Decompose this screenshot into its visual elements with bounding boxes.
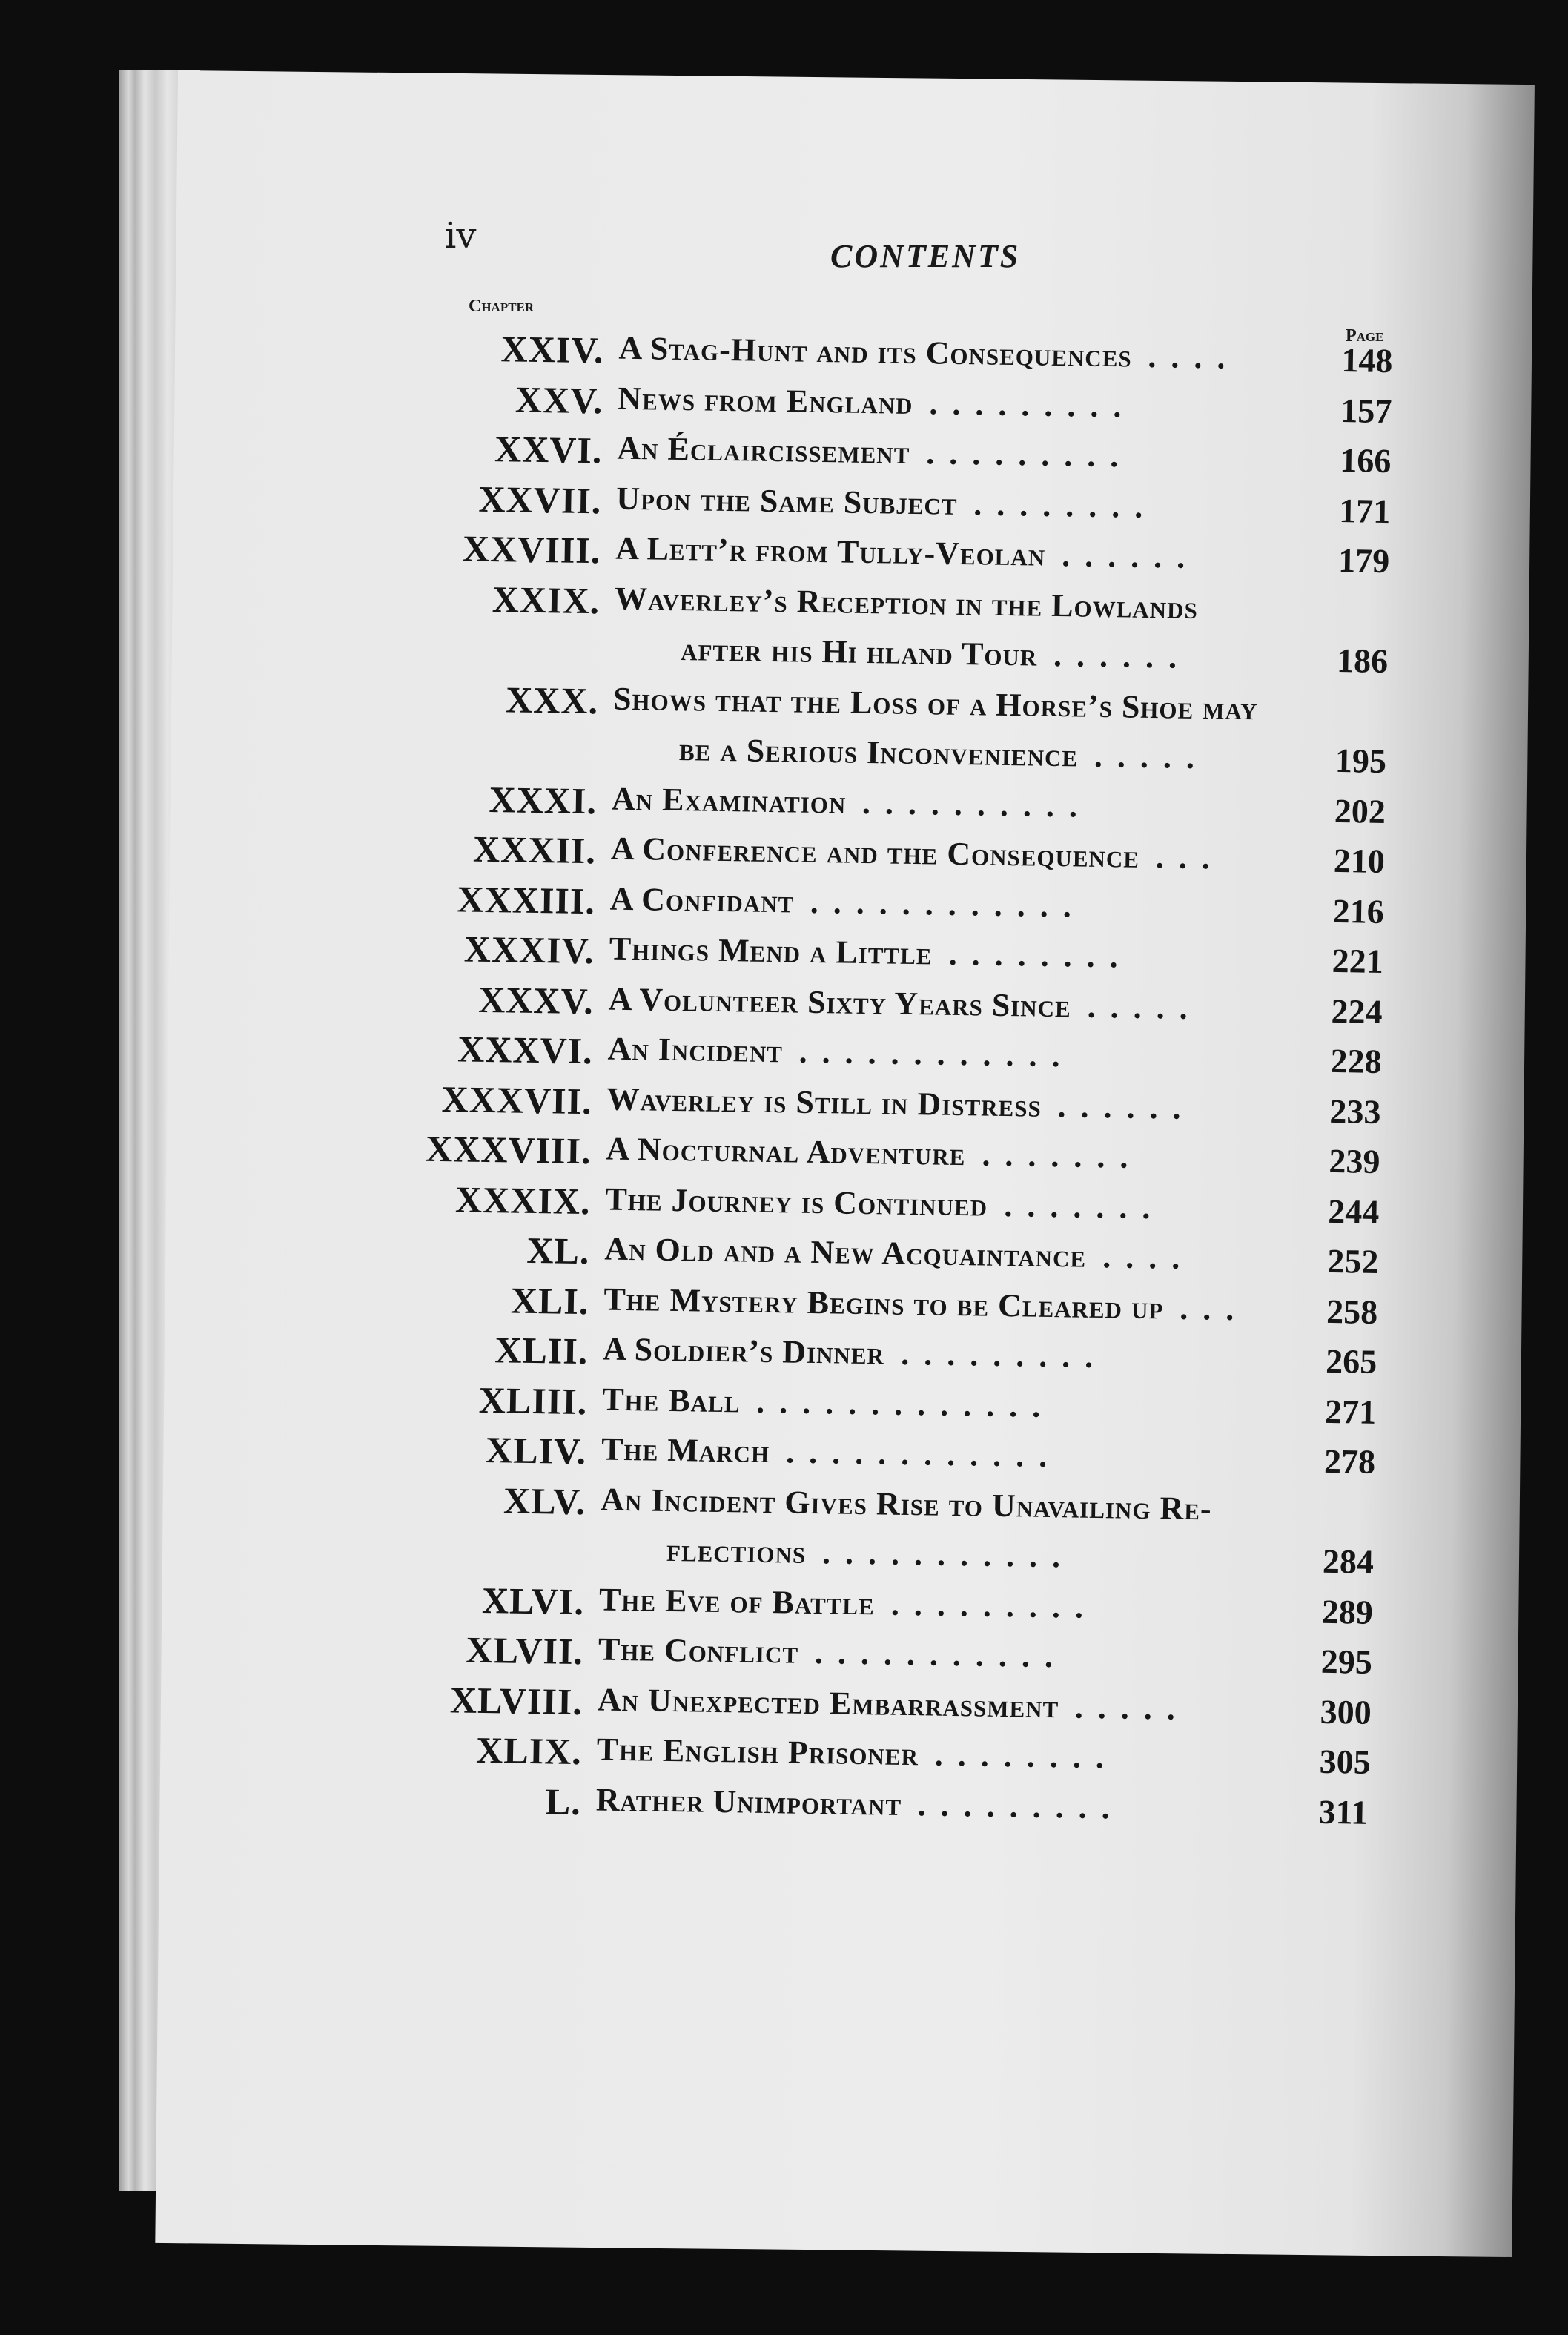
dot-leader: ........	[948, 935, 1134, 975]
dot-leader: ........	[973, 485, 1158, 525]
chapter-number: XLII.	[494, 1329, 589, 1373]
page-number-ref: 171	[1338, 491, 1391, 530]
page-number-ref: 278	[1323, 1441, 1376, 1481]
dot-leader: ...........	[821, 1534, 1076, 1575]
chapter-title: The Eve of Battle	[598, 1580, 876, 1622]
chapter-number: XXXIV.	[463, 928, 595, 972]
chapter-title: The Ball	[601, 1381, 741, 1419]
page-number-ref: 295	[1320, 1642, 1373, 1681]
dot-leader: ............	[785, 1433, 1062, 1475]
chapter-title: The Journey is Continued	[605, 1180, 988, 1223]
dot-leader: .......	[1004, 1186, 1165, 1226]
chapter-title: A Soldier’s Dinner	[602, 1330, 885, 1372]
page-number-ref: 265	[1325, 1341, 1377, 1381]
chapter-title: A Lett’r from Tully-Veolan	[615, 529, 1046, 573]
page-number-ref: 195	[1334, 741, 1387, 781]
dot-leader: ...	[1155, 839, 1225, 876]
chapter-number: XXVI.	[494, 428, 603, 472]
dot-leader: ....	[1148, 337, 1240, 376]
chapter-number: XXXII.	[472, 828, 597, 872]
page-number-ref: 166	[1339, 440, 1392, 480]
chapter-number: XXIV.	[500, 328, 604, 371]
dot-leader: ....	[1102, 1238, 1195, 1277]
chapter-number: XXXV.	[477, 978, 595, 1022]
dot-leader: ...........	[814, 1634, 1068, 1675]
page-number-ref: 179	[1337, 541, 1390, 581]
dot-leader: .....	[1074, 1688, 1191, 1727]
dot-leader: .........	[917, 1786, 1125, 1826]
dot-leader: ...	[1179, 1289, 1249, 1327]
page-number-ref: 148	[1341, 341, 1393, 380]
chapter-number: XXX.	[505, 678, 599, 721]
chapter-title: An Éclaircissement	[617, 429, 910, 471]
page-number-ref: 233	[1329, 1091, 1381, 1131]
dot-leader: .......	[982, 1136, 1143, 1175]
chapter-number: L.	[545, 1780, 582, 1823]
dot-leader: .....	[1087, 988, 1203, 1026]
dot-leader: ..........	[861, 784, 1093, 825]
dot-leader: .........	[890, 1585, 1099, 1625]
dot-leader: ........	[934, 1736, 1119, 1776]
chapter-title: The Conflict	[598, 1631, 799, 1671]
page-number-ref: 300	[1320, 1692, 1372, 1731]
dot-leader: .............	[755, 1383, 1056, 1424]
page-number-ref: 244	[1328, 1192, 1380, 1231]
page-number-ref: 305	[1319, 1742, 1372, 1781]
page-number-ref: 202	[1334, 791, 1386, 830]
chapter-number: XLIX.	[475, 1728, 583, 1773]
dot-leader: ......	[1057, 1087, 1196, 1126]
chapter-title: flections	[666, 1531, 807, 1571]
page-number-ref: 289	[1321, 1592, 1374, 1631]
chapter-number: XLVII.	[466, 1628, 584, 1673]
page-number: iv	[445, 215, 477, 257]
chapter-number: XXIX.	[492, 578, 601, 621]
page-number-ref: 284	[1322, 1542, 1375, 1581]
chapter-title: A Volunteer Sixty Years Since	[608, 980, 1072, 1024]
dot-leader: ............	[798, 1033, 1076, 1074]
chapter-title: A Stag-Hunt and its Consequences	[618, 329, 1133, 374]
dot-leader: .....	[1094, 737, 1210, 776]
chapter-number: XLI.	[510, 1279, 589, 1322]
dot-leader: ............	[810, 883, 1087, 925]
running-head: CONTENTS	[830, 238, 1021, 274]
chapter-title: A Conference and the Consequence	[610, 830, 1140, 875]
page-number-ref: 224	[1331, 991, 1383, 1031]
dot-leader: ......	[1053, 636, 1192, 676]
chapter-number: XXXIII.	[457, 877, 596, 922]
chapter-number: XXXIX.	[454, 1178, 591, 1222]
page-number-ref: 239	[1329, 1141, 1380, 1180]
chapter-column-heading: Chapter	[469, 297, 535, 316]
chapter-title: The Mystery Begins to be Cleared up	[603, 1281, 1164, 1326]
chapter-title: An Unexpected Embarrassment	[597, 1680, 1059, 1725]
chapter-number: XLIII.	[478, 1378, 588, 1422]
chapter-number: XXV.	[515, 378, 603, 421]
chapter-title: Waverley’s Reception in the Lowlands	[614, 580, 1199, 626]
chapter-title: be a Serious Inconvenience	[678, 731, 1079, 774]
chapter-title: An Incident Gives Rise to Unavailing Re-	[600, 1480, 1213, 1527]
chapter-number: XLVIII.	[449, 1678, 583, 1723]
page-number-ref: 252	[1326, 1241, 1379, 1281]
page-number-ref: 210	[1333, 841, 1386, 880]
chapter-title: The March	[601, 1430, 770, 1470]
chapter-number: XL.	[526, 1229, 590, 1272]
page-number-ref: 186	[1336, 641, 1389, 681]
chapter-number: XXXVII.	[441, 1077, 593, 1122]
chapter-title: Upon the Same Subject	[616, 480, 958, 522]
chapter-title: An Incident	[607, 1030, 784, 1070]
dot-leader: .........	[900, 1335, 1108, 1375]
chapter-number: XLV.	[503, 1479, 586, 1522]
page-number-ref: 271	[1324, 1392, 1377, 1431]
chapter-number: XXXI.	[489, 778, 598, 822]
dot-leader: .........	[926, 435, 1134, 475]
chapter-title: after his Hi hland Tour	[680, 631, 1038, 673]
chapter-number: XXVII.	[478, 478, 602, 521]
chapter-number: XLVI.	[481, 1579, 585, 1622]
page-number-ref: 221	[1332, 941, 1384, 980]
page-number-ref: 157	[1340, 391, 1392, 430]
page-number-ref: 228	[1330, 1041, 1382, 1080]
dot-leader: .........	[929, 384, 1137, 425]
chapter-title: A Confidant	[609, 880, 795, 919]
chapter-title: The English Prisoner	[596, 1731, 919, 1773]
chapter-title: An Examination	[611, 780, 847, 821]
dot-leader: ......	[1061, 537, 1200, 576]
chapter-title: An Old and a New Acquaintance	[604, 1230, 1087, 1275]
chapter-number: XXXVIII.	[425, 1127, 592, 1172]
chapter-title: Shows that the Loss of a Horse’s Shoe may	[612, 680, 1258, 727]
chapter-title: A Nocturnal Adventure	[606, 1130, 966, 1173]
page-number-ref: 258	[1326, 1292, 1378, 1331]
chapter-number: XLIV.	[485, 1429, 587, 1473]
chapter-title: Things Mend a Little	[609, 930, 933, 972]
chapter-title: Waverley is Still in Distress	[606, 1080, 1042, 1124]
chapter-number: XXXVI.	[457, 1028, 594, 1072]
page-column-heading: Page	[1346, 326, 1384, 346]
chapter-number: XXVIII.	[462, 527, 601, 572]
page-number-ref: 311	[1318, 1792, 1369, 1832]
page-number-ref: 216	[1332, 891, 1385, 931]
chapter-title: Rather Unimportant	[595, 1780, 902, 1823]
chapter-title: News from England	[618, 380, 913, 421]
